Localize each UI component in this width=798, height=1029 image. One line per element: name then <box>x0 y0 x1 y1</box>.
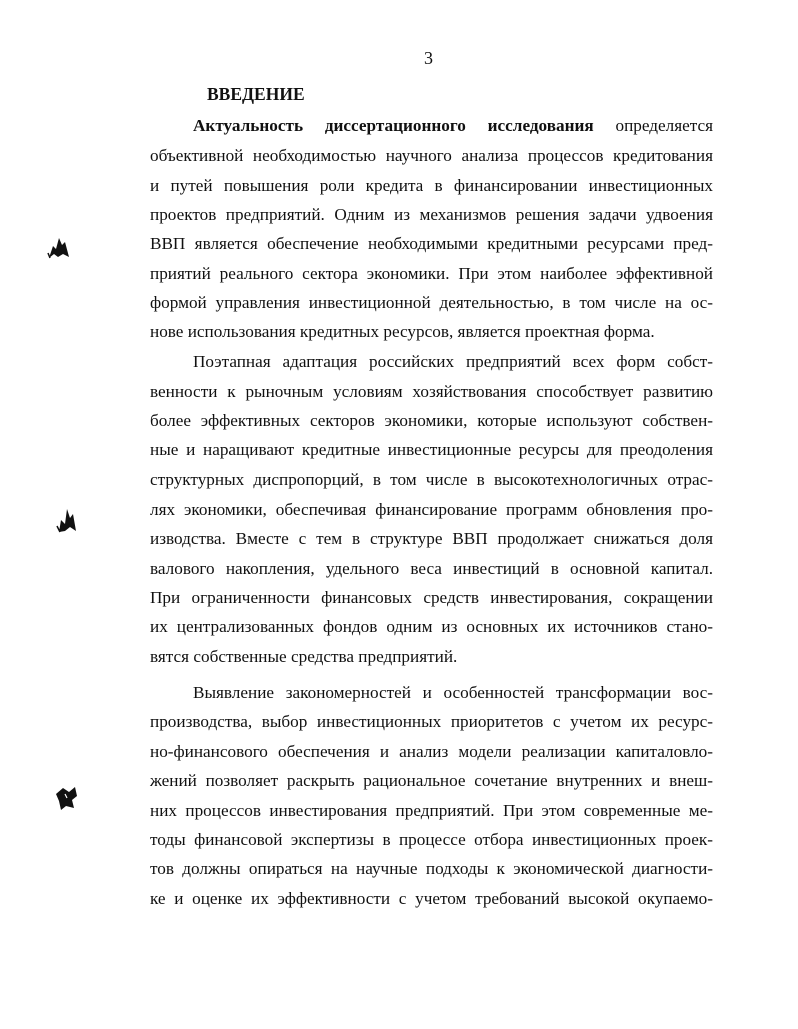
scan-mark-icon <box>55 506 79 534</box>
paragraph-2-line: их централизованных фондов одним из основных их источников стано- <box>150 617 713 636</box>
paragraph-2-line: валового накопления, удельного веса инвестиций в основной капитал. <box>150 559 713 578</box>
paragraph-2-line: венности к рыночным условиям хозяйствования способствует развитию <box>150 382 713 401</box>
paragraph-1-line: проектов предприятий. Одним из механизмов решения задачи удвоения <box>150 205 713 224</box>
lead-tail: определяется <box>593 116 713 135</box>
paragraph-2-line: вятся собственные средства предприятий. <box>150 647 458 666</box>
lead-phrase: Актуальность диссертационного исследования <box>193 116 594 135</box>
paragraph-3-line: тоды финансовой экспертизы в процессе отбора инвестиционных проек- <box>150 830 713 849</box>
paragraph-2-line: структурных диспропорций, в том числе в высокотехнологичных отрас- <box>150 470 713 489</box>
paragraph-1-line: приятий реального сектора экономики. При этом наиболее эффективной <box>150 264 713 283</box>
paragraph-3-line: тов должны опираться на научные подходы к экономической диагности- <box>150 859 713 878</box>
paragraph-1-line: объективной необходимостью научного анализа процессов кредитования <box>150 146 713 165</box>
paragraph-3-line: них процессов инвестирования предприятий. При этом современные ме- <box>150 801 713 820</box>
scan-mark-icon <box>53 784 79 812</box>
paragraph-3-line: производства, выбор инвестиционных приоритетов с учетом их ресурс- <box>150 712 713 731</box>
scan-mark-icon <box>46 236 72 260</box>
section-heading: ВВЕДЕНИЕ <box>207 84 305 104</box>
paragraph-2-line: более эффективных секторов экономики, которые используют собствен- <box>150 411 713 430</box>
paragraph-3-line: Выявление закономерностей и особенностей трансформации вос- <box>193 683 713 702</box>
paragraph-2-line: изводства. Вместе с тем в структуре ВВП продолжает снижаться доля <box>150 529 713 548</box>
paragraph-2-line: лях экономики, обеспечивая финансирование программ обновления про- <box>150 500 713 519</box>
paragraph-3-line: жений позволяет раскрыть рациональное сочетание внутренних и внеш- <box>150 771 713 790</box>
paragraph-1-line: нове использования кредитных ресурсов, является проектная форма. <box>150 322 655 341</box>
paragraph-2-line: При ограниченности финансовых средств инвестирования, сокращении <box>150 588 713 607</box>
paragraph-1-line: ВВП является обеспечение необходимыми кредитными ресурсами пред- <box>150 234 713 253</box>
paragraph-1-line <box>193 116 713 136</box>
paragraph-2-line: Поэтапная адаптация российских предприятий всех форм собст- <box>193 352 713 371</box>
page-number: 3 <box>424 48 433 68</box>
paragraph-3-line: ке и оценке их эффективности с учетом требований высокой окупаемо- <box>150 889 713 908</box>
paragraph-1-line: и путей повышения роли кредита в финансировании инвестиционных <box>150 176 713 195</box>
paragraph-1-line: формой управления инвестиционной деятельностью, в том числе на ос- <box>150 293 713 312</box>
paragraph-3-line: но-финансового обеспечения и анализ модели реализации капиталовло- <box>150 742 713 761</box>
paragraph-2-line: ные и наращивают кредитные инвестиционные ресурсы для преодоления <box>150 440 713 459</box>
